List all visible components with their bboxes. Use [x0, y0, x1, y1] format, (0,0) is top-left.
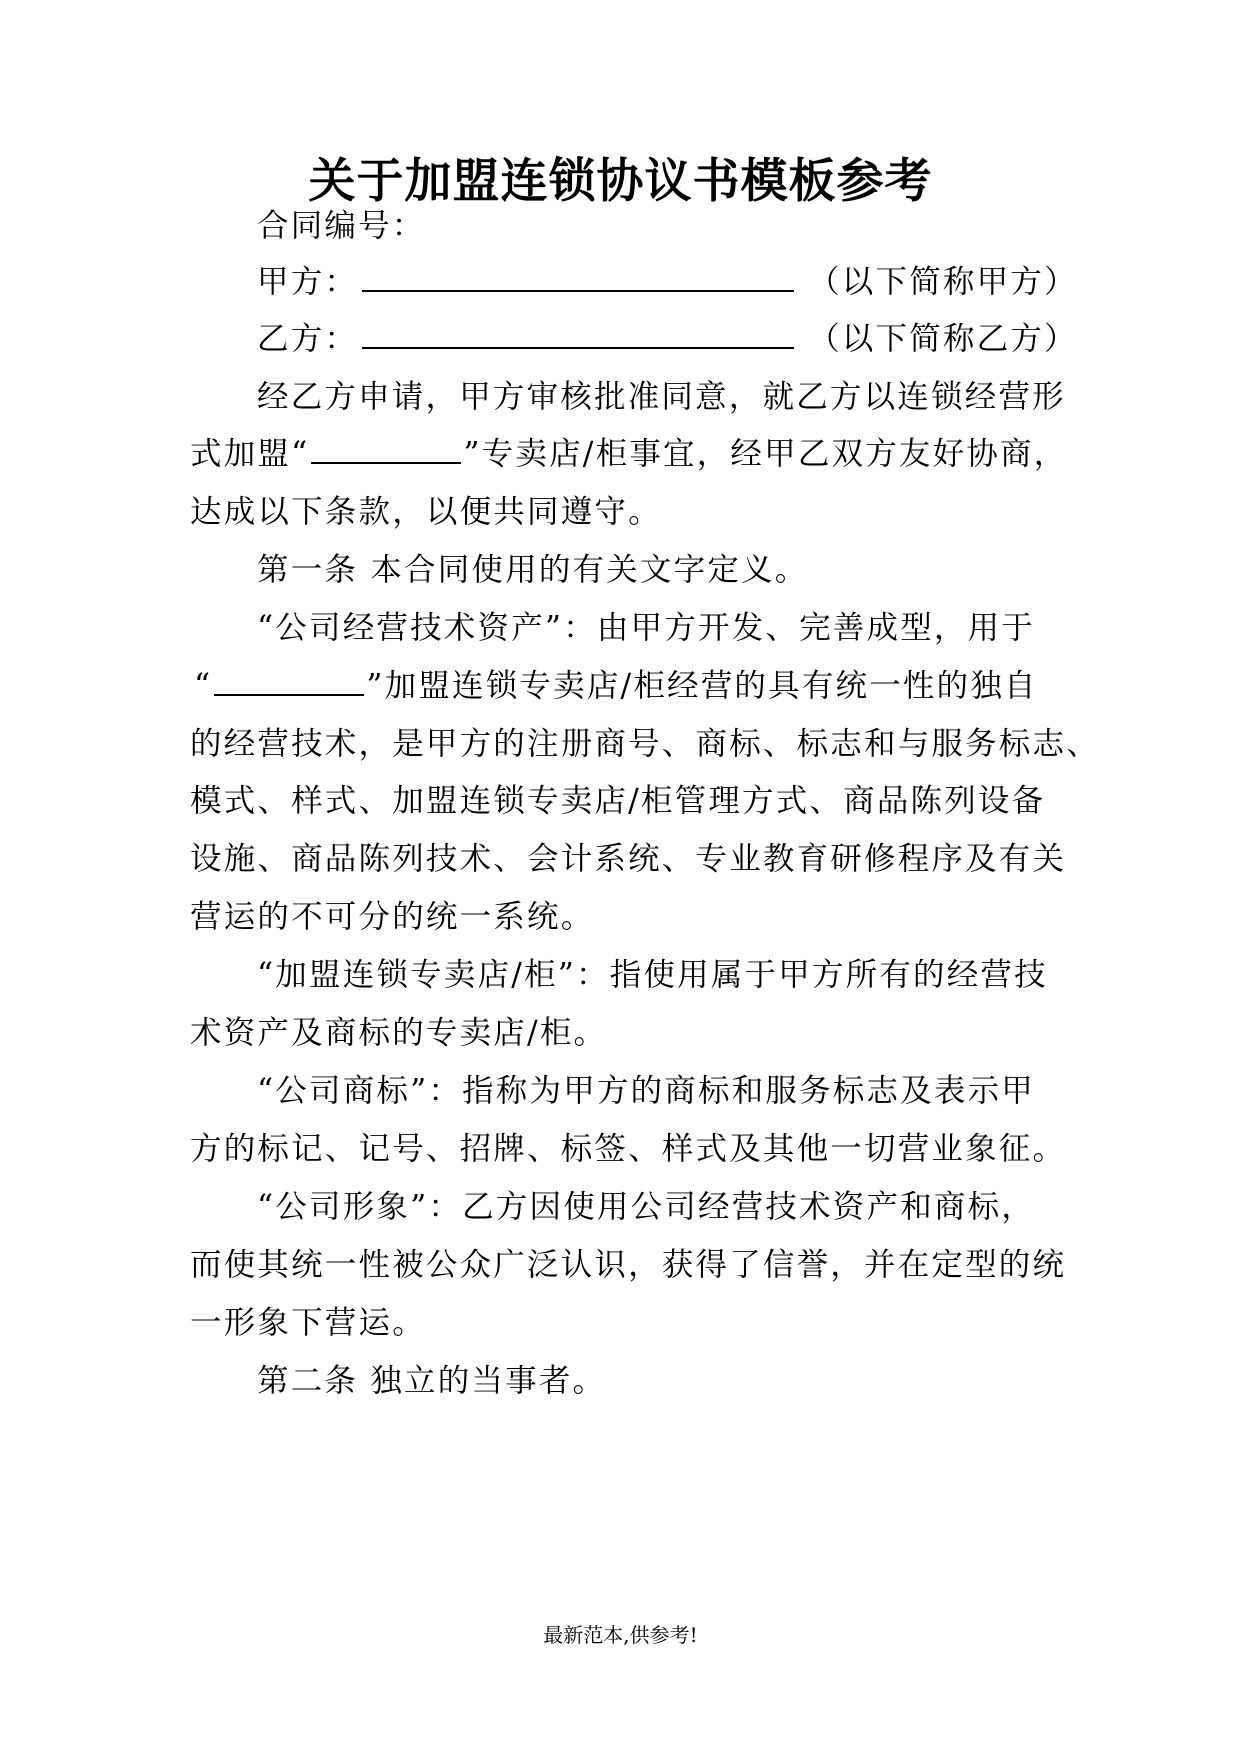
def1-line-2 [194, 666, 1074, 706]
intro-line-2 [190, 434, 1070, 474]
party-b-label: 乙方： [257, 321, 359, 357]
party-a-line [257, 262, 1137, 302]
def1-line-2-post: ”加盟连锁专卖店/柜经营的具有统一性的独自 [366, 668, 1038, 704]
contract-number-label: 合同编号： [257, 208, 426, 244]
article-2-heading: 第二条 独立的当事者。 [257, 1363, 607, 1399]
def1-line-1: “公司经营技术资产”：由甲方开发、完善成型，用于 [257, 610, 1036, 646]
def1-line-2-pre: “ [194, 668, 213, 704]
page-footer: 最新范本,供参考! [543, 1623, 698, 1647]
brand-blank-1 [311, 434, 461, 464]
party-b-suffix: （以下简称乙方） [808, 321, 1078, 357]
def1-line-4: 模式、样式、加盟连锁专卖店/柜管理方式、商品陈列设备 [190, 783, 1046, 819]
def2-line-1: “加盟连锁专卖店/柜”：指使用属于甲方所有的经营技 [257, 957, 1048, 993]
intro-line-3: 达成以下条款，以便共同遵守。 [190, 494, 662, 530]
def1-line-6: 营运的不可分的统一系统。 [190, 899, 595, 935]
def3-line-2: 方的标记、记号、招牌、标签、样式及其他一切营业象征。 [190, 1131, 1067, 1167]
def4-line-1: “公司形象”：乙方因使用公司经营技术资产和商标， [257, 1189, 1036, 1225]
intro-line-2-pre: 式加盟“ [190, 436, 310, 472]
document-title: 关于加盟连锁协议书模板参考 [308, 154, 933, 209]
brand-blank-2 [214, 666, 364, 696]
party-a-suffix: （以下简称甲方） [808, 264, 1078, 300]
article-1-heading: 第一条 本合同使用的有关文字定义。 [257, 552, 809, 588]
party-b-line [257, 319, 1137, 359]
def2-line-2: 术资产及商标的专卖店/柜。 [190, 1015, 608, 1051]
def3-line-1: “公司商标”：指称为甲方的商标和服务标志及表示甲 [257, 1073, 1036, 1109]
def1-line-5: 设施、商品陈列技术、会计系统、专业教育研修程序及有关 [190, 841, 1067, 877]
party-a-blank [362, 262, 794, 292]
def1-line-3: 的经营技术，是甲方的注册商号、商标、标志和与服务标志、 [190, 726, 1100, 762]
intro-line-2-post: ”专卖店/柜事宜，经甲乙双方友好协商， [463, 436, 1068, 472]
def4-line-2: 而使其统一性被公众广泛认识，获得了信誉，并在定型的统 [190, 1247, 1067, 1283]
party-b-blank [362, 319, 794, 349]
intro-line-1: 经乙方申请，甲方审核批准同意，就乙方以连锁经营形 [257, 379, 1066, 415]
party-a-label: 甲方： [257, 264, 359, 300]
def4-line-3: 一形象下营运。 [190, 1305, 426, 1341]
